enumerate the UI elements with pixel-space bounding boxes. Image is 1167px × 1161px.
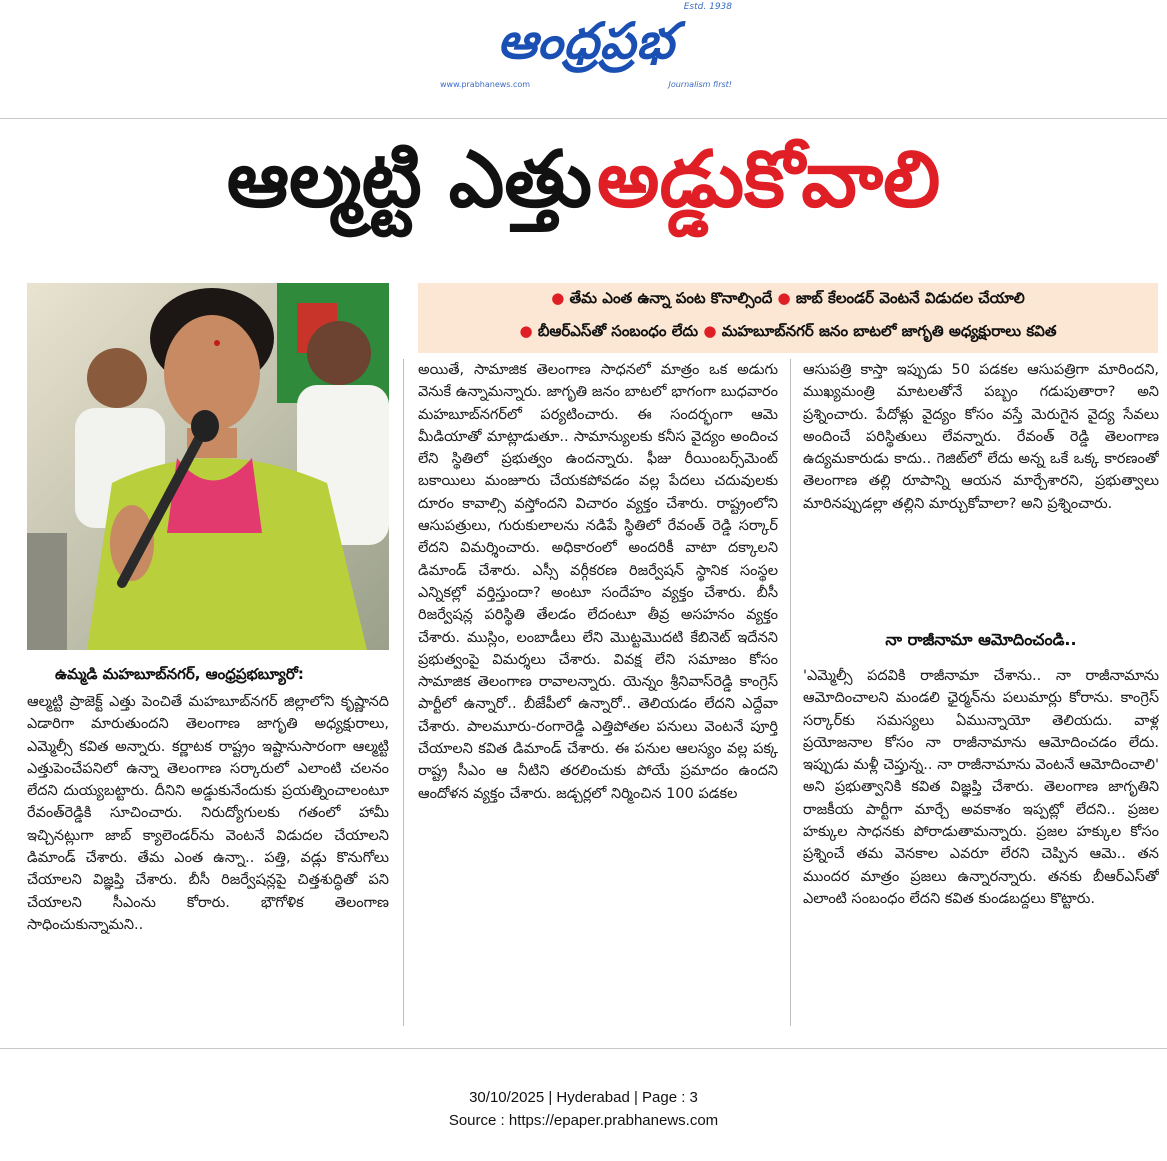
highlights-box <box>418 283 1158 353</box>
article-photo <box>27 283 389 650</box>
newspaper-logo <box>436 2 736 90</box>
headline-red-part: అడ్డుకోవాలి <box>597 135 941 225</box>
bullet-icon: ● <box>703 322 717 340</box>
highlight-item: బీఆర్ఎస్‌తో సంబంధం లేదు <box>537 322 699 340</box>
article-subheading: నా రాజీనామా ఆమోదించండి.. <box>885 630 1077 649</box>
speaker-photo-illustration <box>27 283 389 650</box>
highlight-item: మహబూబ్‌నగర్ జనం బాటలో జాగృతి అధ్యక్షురాలు కవిత <box>721 322 1057 340</box>
article-column-3-continued: 'ఎమ్మెల్సీ పదవికి రాజీనామా చేశాను.. నా రాజీనామాను ఆమోదించాలని మండలి ఛైర్మన్‌ను పలుమార్లు కోరాను. కాంగ్రెస్ సర్కార్‌కు సమస్యలు ఏమున్నాయో తెలియదు. వాళ్ల ప్రయోజనాల కోసం నా రాజీనామాను ఆమోదించడం లేదు. ఇప్పుడు మళ్లీ చెప్తున్న.. నా రాజీనామాను వెంటనే ఆమోదించాలి' అని ప్రభుత్వానికి కవిత విజ్ఞప్తి చేశారు. తెలంగాణ జాగృతిని రాజకీయ పార్టీగా మార్చే అవకాశం ఇప్పట్లో లేదని.. ప్రజల హక్కుల సాధనకు పోరాడుతామన్నారు. ప్రజల హక్కుల కోసం ప్రశ్నించే తమ వెనకాల ఎవరూ లేరని చెప్పిన ఆమె.. తన ముందర మాత్రం ప్రజలు ఉన్నారన్నారు. తనకు బీఆర్ఎస్‌తో ఎలాంటి సంబంధం లేదని కవిత కుండబద్దలు కొట్టారు. <box>803 668 1159 907</box>
article-column-3: ఆసుపత్రి కాస్తా ఇప్పుడు 50 పడకల ఆసుపత్రిగా మారిందని, ముఖ్యమంత్రి మాటలతోనే పబ్బం గడుపుతారా? అని ప్రశ్నించారు. పేదోళ్లు వైద్యం కోసం వస్తే మెరుగైన వైద్య సేవలు అందించే పరిస్థితులు లేవన్నారు. రేవంత్ రెడ్డి తెలంగాణ ఉద్యమకారుడు కాదు.. గెజిట్‌లో లేదు అన్న ఒకే ఒక్క కారణంతో తెలంగాణ తల్లి రూపాన్ని ఆయన మార్చేశారని, ప్రభుత్వాలు మారినప్పుడల్లా తల్లిని మార్చుకోవాలా? అని ప్రశ్నించారు. <box>803 362 1159 512</box>
bullet-icon: ● <box>551 289 565 307</box>
logo-url: www.prabhanews.com <box>440 80 531 89</box>
established-label: Estd. 1938 <box>683 2 732 12</box>
footer-source: Source : https://epaper.prabhanews.com <box>448 1112 719 1129</box>
highlight-item: తేమ ఎంత ఉన్నా పంట కొనాల్సిందే <box>569 289 773 307</box>
footer-dateline: 30/10/2025 | Hyderabad | Page : 3 <box>469 1089 698 1106</box>
masthead <box>0 0 1167 118</box>
column-divider <box>403 359 404 1026</box>
headline-black-part: ఆల్మట్టి ఎత్తు <box>226 135 592 225</box>
logo-text: ఆంధ్రప్రభ <box>497 12 675 70</box>
highlights-line-1 <box>418 289 1158 311</box>
logo-tagline: Journalism first! <box>668 80 732 89</box>
article-column-2: అయితే, సామాజిక తెలంగాణ సాధనలో మాత్రం ఒక అడుగు వెనుకే ఉన్నామన్నారు. జాగృతి జనం బాటలో భాగంగా బుధవారం మహబూబ్‌నగర్‌లో పర్యటించారు. ఈ సందర్భంగా ఆమె మీడియాతో మాట్లాడుతూ.. సామాన్యులకు కనీస వైద్యం అందించ లేని స్థితిలో ప్రభుత్వం ఉందన్నారు. ఫీజు రీయింబర్స్‌మెంట్ బకాయిలు మంజూరు చేయకపోవడం వల్ల పేదలు చదువులకు దూరం కావాల్సి వస్తోందని విచారం వ్యక్తం చేశారు. రాష్ట్రంలోని ఆసుపత్రులు, గురుకులాలను నడిపే స్థితిలో రేవంత్ రెడ్డి సర్కార్ లేదని విమర్శించారు. అధికారంలో అందరికీ వాటా దక్కాలని డిమాండ్ చేశారు. ఎస్సీ వర్గీకరణ రిజర్వేషన్ స్థానిక సంస్థల ఎన్నికల్లో వర్తిస్తుందా? అంటూ సందేహం వ్యక్తం చేశారు. బీసీ రిజర్వేషన్ల పరిస్థితి తేలడం లేదంటూ తీవ్ర అసహనం వ్యక్తం చేశారు. ముస్లిం, లంబాడీలు లేని మొట్టమొదటి కేబినెట్ ఇదేనని ప్రభుత్వంపై విమర్శలు చేశారు. వివక్ష లేని సమాజం కోసం సామాజిక తెలంగాణ రావాలన్నారు. యెన్నం శ్రీనివాస్‌రెడ్డి కాంగ్రెస్ పార్టీలో ఉన్నారో.. బీజేపీలో ఉన్నారో.. తెలియడం లేదని ఎద్దేవా చేశారు. పాలమూరు-రంగారెడ్డి ఎత్తిపోతల పనులు వెంటనే పూర్తి చేయాలని కవిత డిమాండ్ చేశారు. ఈ పనుల ఆలస్యం వల్ల పక్క రాష్ట్ర సీఎం ఆ నీటిని తరలించుకు పోయే ప్రమాదం ఉందని ఆందోళన వ్యక్తం చేశారు. జడ్చర్లలో నిర్మించిన 100 పడకల <box>418 362 778 802</box>
article-column-1: ఆల్మట్టి ప్రాజెక్ట్ ఎత్తు పెంచితే మహబూబ్‌నగర్ జిల్లాలోని కృష్ణానది ఎడారిగా మారుతుందని తెలంగాణ జాగృతి అధ్యక్షురాలు, ఎమ్మెల్సీ కవిత అన్నారు. కర్ణాటక రాష్ట్రం ఇష్టానుసారంగా ఆల్మట్టి ఎత్తుపెంచేపనిలో ఉన్నా తెలంగాణ సర్కారులో ఎలాంటి చలనం లేదని దుయ్యబట్టారు. దీనిని అడ్డుకునేందుకు ప్రయత్నించాలంటూ రేవంత్‌రెడ్డికి సూచించారు. నిరుద్యోగులకు గతంలో హామీ ఇచ్చినట్లుగా జాబ్ క్యాలెండర్‌ను వెంటనే విడుదల చేయాలని డిమాండ్ చేశారు. తేమ ఎంత ఉన్నా.. పత్తి, వడ్లు కొనుగోలు చేయాలని విజ్ఞప్తి చేశారు. బీసీ రిజర్వేషన్లపై చిత్తశుద్ధితో పని చేయాలని సీఎంను కోరారు. భౌగోళిక తెలంగాణ సాధించుకున్నామని.. <box>27 694 389 933</box>
bullet-icon: ● <box>519 322 533 340</box>
article-byline: ఉమ్మడి మహబూబ్‌నగర్, ఆంధ్రప్రభబ్యూరో: <box>55 665 304 683</box>
column-divider <box>790 359 791 1026</box>
article-headline <box>0 135 1167 244</box>
footer-divider <box>0 1048 1167 1049</box>
highlights-line-2 <box>418 322 1158 344</box>
highlight-item: జాబ్ కేలండర్ వెంటనే విడుదల చేయాలి <box>795 289 1025 307</box>
masthead-divider <box>0 118 1167 119</box>
bullet-icon: ● <box>777 289 791 307</box>
